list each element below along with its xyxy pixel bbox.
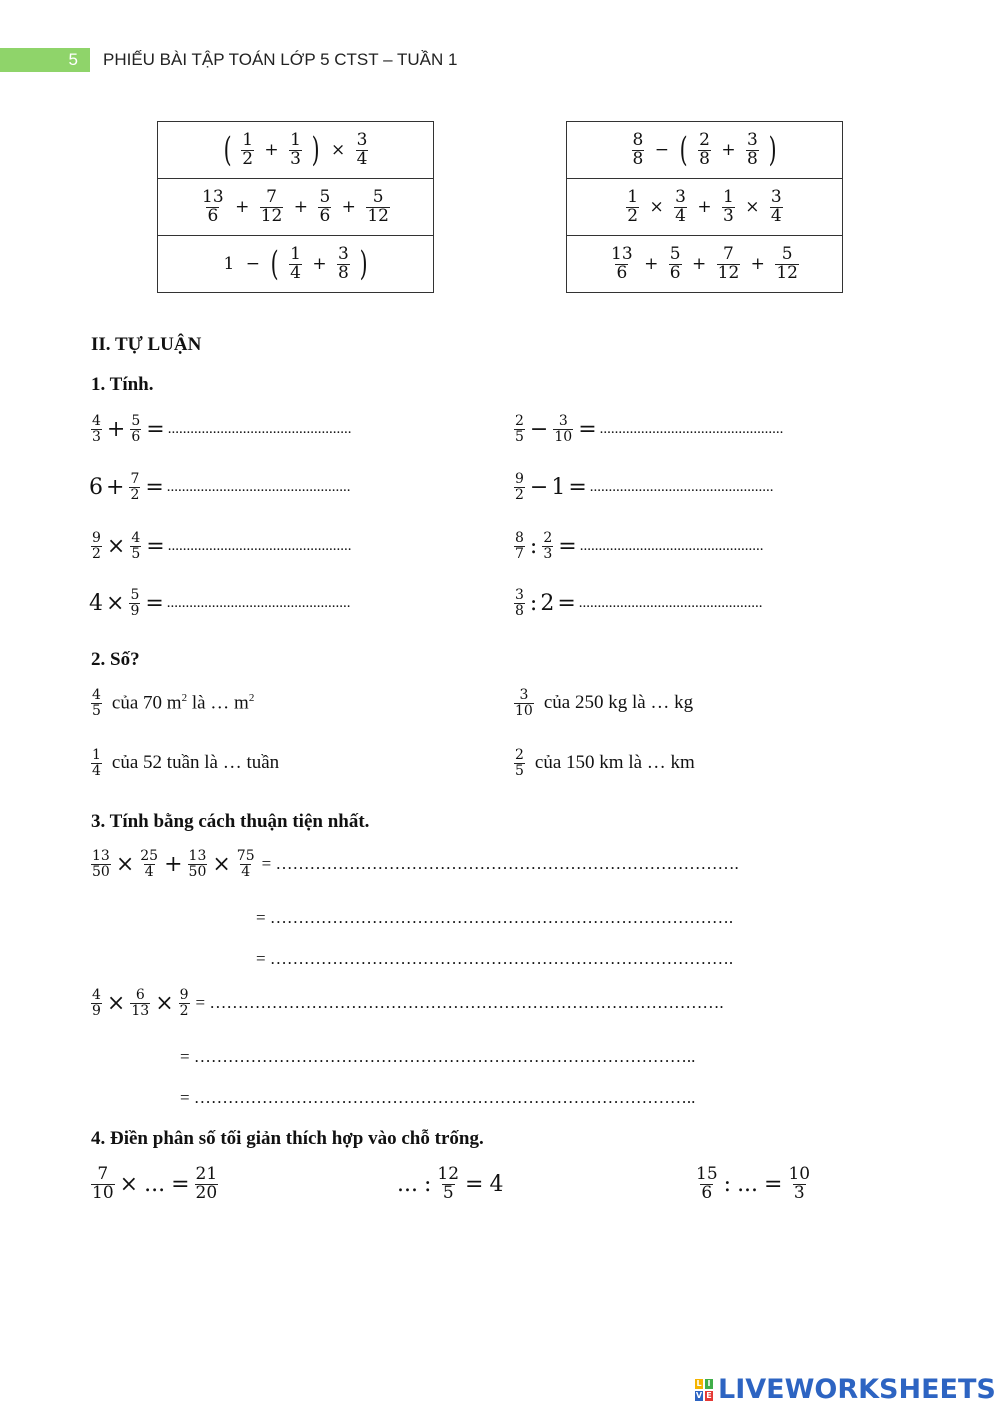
- q3-expression-2: $\frac{4}{9}$ × $\frac{6}{13}$ × $\frac{9}{2}$ = ……………………………………………………………………………….: [92, 987, 724, 1019]
- answer-blank[interactable]: = ……………………………………………………………………………..: [180, 1088, 696, 1107]
- q4-item-2: ... : $\frac{12}{5}$ = 4: [397, 1164, 504, 1203]
- q1-item-7: 4 × $\frac{5}{9}$ = .................................................: [89, 587, 351, 619]
- q2-item-4: $\frac{2}{5}$ của 150 km là … km: [515, 747, 695, 779]
- q1-item-2: $\frac{2}{5}$ − $\frac{3}{10}$ = .................................................: [515, 413, 784, 445]
- q1-item-4: $\frac{9}{2}$ − 1 = .................................................: [515, 471, 774, 503]
- page-number: 5: [0, 48, 90, 72]
- liveworksheets-logo: [694, 1374, 996, 1405]
- question-4-title: 4. Điền phân số tối giản thích hợp vào chỗ trống.: [91, 1128, 484, 1149]
- expression-table-left: [157, 121, 434, 293]
- answer-blank[interactable]: .................................................: [167, 538, 352, 555]
- answer-blank[interactable]: = ……………………………………………………………………………..: [180, 1047, 696, 1066]
- question-1-title: 1. Tính.: [91, 374, 154, 395]
- table-row: $\frac{8}{8}$ − ( $\frac{2}{8}$ + $\frac{3}{8}$ ): [567, 122, 843, 179]
- table-row: ( $\frac{1}{2}$ + $\frac{1}{3}$ ) × $\frac{3}{4}$: [158, 122, 434, 179]
- table-row: $\frac{13}{6}$ + $\frac{7}{12}$ + $\frac{5}{6}$ + $\frac{5}{12}$: [158, 179, 434, 236]
- q1-item-8: $\frac{3}{8}$ : 2 = .................................................: [515, 587, 763, 619]
- answer-blank[interactable]: = ……………………………………………………………………….: [256, 949, 734, 968]
- answer-blank[interactable]: .................................................: [166, 595, 351, 612]
- table-row: 1 − ( $\frac{1}{4}$ + $\frac{3}{8}$ ): [158, 236, 434, 293]
- table-row: $\frac{1}{2}$ × $\frac{3}{4}$ + $\frac{1}{3}$ × $\frac{3}{4}$: [567, 179, 843, 236]
- page-title: PHIẾU BÀI TẬP TOÁN LỚP 5 CTST – TUẦN 1: [103, 50, 458, 69]
- q2-item-3: $\frac{1}{4}$ của 52 tuần là … tuần: [92, 747, 280, 779]
- answer-blank[interactable]: .................................................: [589, 479, 774, 496]
- logo-text: LIVEWORKSHEETS: [718, 1374, 996, 1405]
- q4-item-3: $\frac{15}{6}$ : ... = $\frac{10}{3}$: [696, 1164, 811, 1203]
- answer-blank[interactable]: = ……………………………………………………………………….: [261, 854, 739, 874]
- question-3-title: 3. Tính bằng cách thuận tiện nhất.: [91, 811, 370, 832]
- q2-item-1: $\frac{4}{5}$ của 70 $m^2$ là … $m^2$: [92, 687, 255, 719]
- q2-item-2: $\frac{3}{10}$ của 250 kg là … kg: [515, 687, 694, 719]
- answer-blank[interactable]: = ……………………………………………………………………….: [256, 908, 734, 927]
- answer-blank[interactable]: .................................................: [599, 421, 784, 438]
- logo-mark-icon: L I V E: [695, 1378, 712, 1400]
- q1-item-5: $\frac{9}{2}$ × $\frac{4}{5}$ = .................................................: [92, 530, 352, 562]
- answer-blank[interactable]: ...: [737, 1171, 759, 1197]
- table-row: $\frac{13}{6}$ + $\frac{5}{6}$ + $\frac{7}{12}$ + $\frac{5}{12}$: [567, 236, 843, 293]
- answer-blank[interactable]: ...: [144, 1171, 166, 1197]
- q3-expression-1: $\frac{13}{50}$ × $\frac{25}{4}$ + $\frac{13}{50}$ × $\frac{75}{4}$ = ……………………………………………………………………….: [92, 848, 739, 880]
- expression-table-right: [566, 121, 843, 293]
- answer-blank[interactable]: .................................................: [166, 479, 351, 496]
- answer-blank[interactable]: .................................................: [578, 595, 763, 612]
- q1-item-3: 6 + $\frac{7}{2}$ = .................................................: [89, 471, 351, 503]
- page-header: [0, 48, 600, 72]
- answer-blank[interactable]: .................................................: [167, 421, 352, 438]
- q1-item-1: $\frac{4}{3}$ + $\frac{5}{6}$ = .................................................: [92, 413, 352, 445]
- section-heading: II. TỰ LUẬN: [91, 334, 202, 355]
- answer-blank[interactable]: .................................................: [579, 538, 764, 555]
- answer-blank[interactable]: ...: [397, 1171, 418, 1197]
- q4-item-1: $\frac{7}{10}$ × ... = $\frac{21}{20}$: [92, 1164, 218, 1203]
- answer-blank[interactable]: = ……………………………………………………………………………….: [195, 993, 724, 1013]
- question-2-title: 2. Số?: [91, 649, 140, 670]
- q1-item-6: $\frac{8}{7}$ : $\frac{2}{3}$ = .................................................: [515, 530, 764, 562]
